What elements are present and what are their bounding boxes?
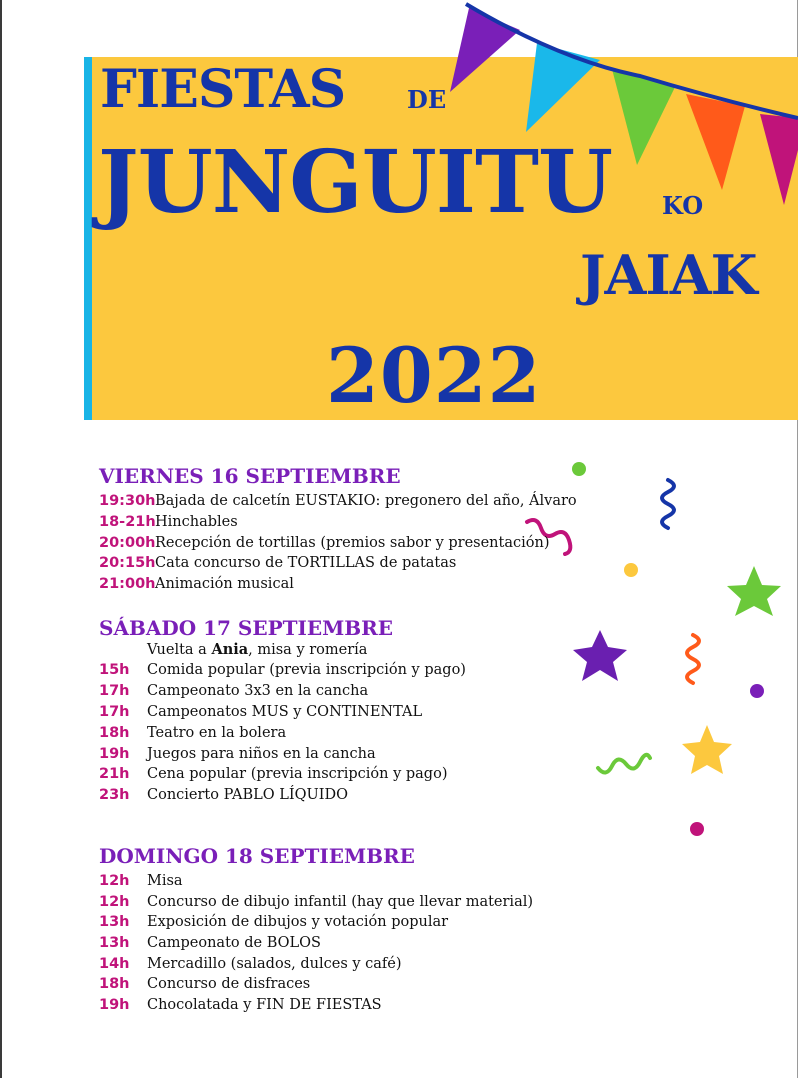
event-description: Recepción de tortillas (premios sabor y presentación) xyxy=(155,535,550,551)
title-de: DE xyxy=(407,85,447,114)
confetti-dot-green xyxy=(572,462,586,476)
event-description xyxy=(147,643,367,658)
event-time: 18h xyxy=(99,725,130,741)
title-junguitu: JUNGUITU xyxy=(98,132,612,233)
event-description: Animación musical xyxy=(155,576,294,592)
confetti-star-yellow xyxy=(682,725,732,774)
confetti-streamer-orange xyxy=(687,635,699,683)
event-description: Teatro en la bolera xyxy=(147,725,287,741)
event-description: Mercadillo (salados, dulces y café) xyxy=(147,956,402,972)
schedule-row xyxy=(99,914,449,930)
schedule-row xyxy=(99,683,369,699)
confetti-dot-yellow xyxy=(624,563,638,577)
event-description: Comida popular (previa inscripción y pago) xyxy=(147,662,466,678)
event-time: 19h xyxy=(99,997,130,1013)
title-year: 2022 xyxy=(326,331,542,420)
schedule-row xyxy=(99,746,376,762)
event-time: 18-21h xyxy=(99,514,156,530)
event-time: 13h xyxy=(99,935,130,951)
event-description-part: Vuelta a xyxy=(147,642,212,658)
schedule-row xyxy=(99,787,348,803)
event-time: 14h xyxy=(99,956,130,972)
event-description: Campeonato de BOLOS xyxy=(147,935,321,951)
schedule-row xyxy=(99,725,287,741)
schedule-row xyxy=(99,493,577,509)
confetti-dot-magenta xyxy=(690,822,704,836)
event-description: Concurso de disfraces xyxy=(147,976,311,992)
event-description: Concurso de dibujo infantil (hay que llevar material) xyxy=(147,894,534,910)
confetti-star-green xyxy=(727,566,781,616)
event-time: 13h xyxy=(99,914,130,930)
event-time: 12h xyxy=(99,873,130,889)
event-time: 21h xyxy=(99,766,130,782)
event-description: Juegos para niños en la cancha xyxy=(147,746,376,762)
event-description: Campeonatos MUS y CONTINENTAL xyxy=(147,704,423,720)
event-time: 17h xyxy=(99,704,130,720)
event-description: Misa xyxy=(147,873,183,889)
title-jaiak: JAIAK xyxy=(580,243,757,307)
schedule-row xyxy=(99,514,238,530)
day-heading-sunday: DOMINGO 18 SEPTIEMBRE xyxy=(99,844,415,868)
event-description: Chocolatada y FIN DE FIESTAS xyxy=(147,997,382,1013)
event-description: Cata concurso de TORTILLAS de patatas xyxy=(155,555,457,571)
day-heading-friday: VIERNES 16 SEPTIEMBRE xyxy=(99,464,401,488)
schedule-row xyxy=(99,997,382,1013)
title-fiestas: FIESTAS xyxy=(100,59,346,120)
schedule-row xyxy=(99,935,321,951)
schedule-row xyxy=(99,535,550,551)
event-time: 21:00h xyxy=(99,576,156,592)
event-time: 19h xyxy=(99,746,130,762)
schedule-row xyxy=(99,766,448,782)
event-description-part: , misa y romería xyxy=(248,642,368,658)
event-description: Exposición de dibujos y votación popular xyxy=(147,914,449,930)
schedule-row xyxy=(99,873,183,889)
event-time: 18h xyxy=(99,976,130,992)
confetti-streamer-blue xyxy=(662,480,674,528)
event-time: 20:00h xyxy=(99,535,156,551)
title-ko: KO xyxy=(662,191,704,220)
event-time: 17h xyxy=(99,683,130,699)
schedule-row xyxy=(99,956,402,972)
schedule-row xyxy=(99,555,457,571)
schedule-row xyxy=(99,662,466,678)
day-heading-saturday: SÁBADO 17 SEPTIEMBRE xyxy=(99,616,394,640)
schedule-row xyxy=(99,576,294,592)
event-description: Campeonato 3x3 en la cancha xyxy=(147,683,369,699)
event-description: Hinchables xyxy=(155,514,238,530)
event-time: 15h xyxy=(99,662,130,678)
event-description: Bajada de calcetín EUSTAKIO: pregonero del año, Álvaro xyxy=(155,493,577,509)
event-description: Concierto PABLO LÍQUIDO xyxy=(147,787,348,803)
event-time: 12h xyxy=(99,894,130,910)
event-description: Cena popular (previa inscripción y pago) xyxy=(147,766,448,782)
confetti-star-purple xyxy=(573,630,627,681)
event-time: 23h xyxy=(99,787,130,803)
confetti-streamer-green xyxy=(598,755,650,773)
confetti-dot-purple xyxy=(750,684,764,698)
event-description-bold: Ania xyxy=(211,641,249,658)
schedule-row xyxy=(99,894,534,910)
event-time: 19:30h xyxy=(99,493,156,509)
schedule-row xyxy=(99,976,311,992)
schedule-row xyxy=(99,704,423,720)
event-time: 20:15h xyxy=(99,555,156,571)
